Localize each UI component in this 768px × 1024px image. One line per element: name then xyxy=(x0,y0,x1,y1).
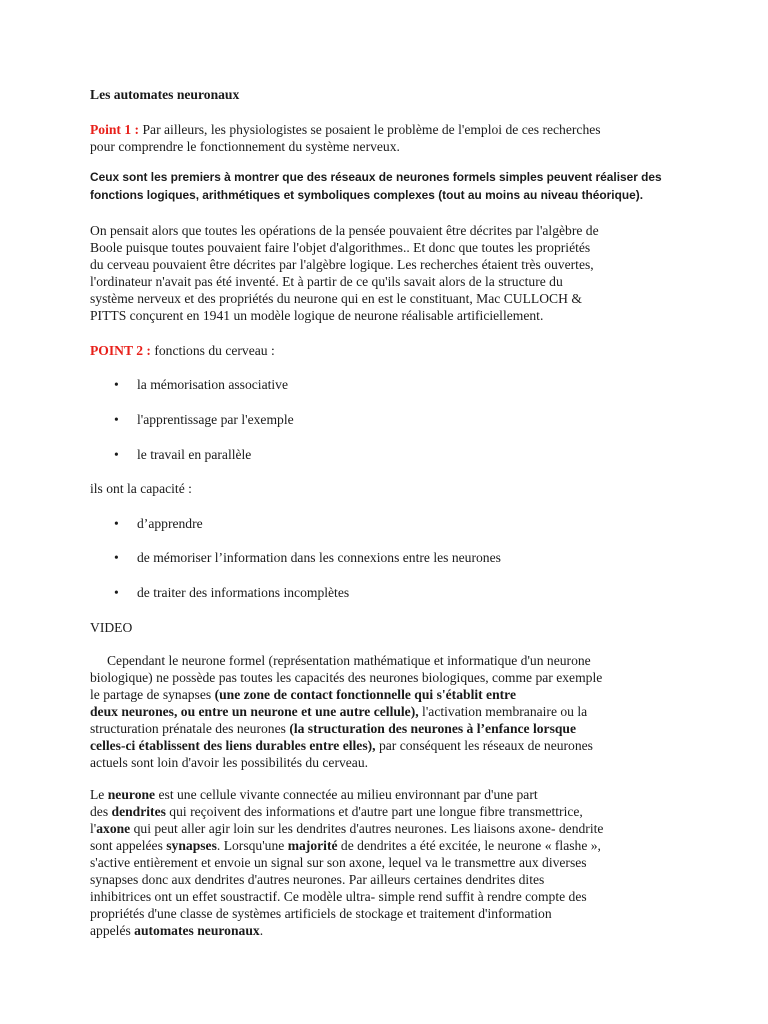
paragraph3-line-2: des dendrites qui reçoivent des informations et d'autre part une longue fibre transmettrice, xyxy=(90,804,583,819)
bullet-icon: • xyxy=(114,377,119,392)
bullet-icon: • xyxy=(114,412,119,427)
list-item: de mémoriser l’information dans les connexions entre les neurones xyxy=(137,550,501,565)
paragraph2-line-1: Cependant le neurone formel (représentation mathématique et informatique d'un neurone xyxy=(90,653,591,668)
bullet-icon: • xyxy=(114,516,119,531)
paragraph2-line-6: celles-ci établissent des liens durables entre elles), par conséquent les réseaux de neurones xyxy=(90,738,593,753)
point2-label: POINT 2 : xyxy=(90,343,151,358)
paragraph3-line-3: l'axone qui peut aller agir loin sur les dendrites d'autres neurones. Les liaisons axone- dendrite xyxy=(90,821,604,836)
paragraph3-line-1: Le neurone est une cellule vivante connectée au milieu environnant par d'une part xyxy=(90,787,538,802)
list-item: la mémorisation associative xyxy=(137,377,288,392)
list-item: d’apprendre xyxy=(137,516,203,531)
paragraph1-line-4: l'ordinateur n'avait pas été inventé. Et à partir de ce qu'ils savait alors de la structure du xyxy=(90,274,563,289)
paragraph1-line-5: système nerveux et des propriétés du neurone qui en est le constituant, Mac CULLOCH & xyxy=(90,291,582,306)
highlight-line-1: Ceux sont les premiers à montrer que des réseaux de neurones formels simples peuvent réaliser des xyxy=(90,170,662,184)
paragraph2-line-7: actuels sont loin d'avoir les possibilités du cerveau. xyxy=(90,755,369,770)
capacite-intro: ils ont la capacité : xyxy=(90,481,192,496)
paragraph3-line-8: propriétés d'une classe de systèmes artificiels de stockage et traitement d'information xyxy=(90,906,552,921)
paragraph1-line-2: Boole puisque toutes pouvaient faire l'objet d'algorithmes.. Et donc que toutes les propriétés xyxy=(90,240,591,255)
point1-line-1: Point 1 : Par ailleurs, les physiologistes se posaient le problème de l'emploi de ces recherches xyxy=(90,122,601,137)
point1-label: Point 1 : xyxy=(90,122,140,137)
bullet-icon: • xyxy=(114,447,119,462)
list-item: de traiter des informations incomplètes xyxy=(137,585,350,600)
highlight-line-2: fonctions logiques, arithmétiques et symboliques complexes (tout au moins au niveau théorique). xyxy=(90,188,644,202)
point1-line-2: pour comprendre le fonctionnement du système nerveux. xyxy=(90,139,400,154)
paragraph3-line-4: sont appelées synapses. Lorsqu'une majorité de dendrites a été excitée, le neurone « flashe », xyxy=(90,838,601,853)
list-item: l'apprentissage par l'exemple xyxy=(137,412,294,427)
paragraph3-line-6: synapses donc aux dendrites d'autres neurones. Par ailleurs certaines dendrites dites xyxy=(90,872,545,887)
bullet-icon: • xyxy=(114,585,119,600)
paragraph2-line-2: biologique) ne possède pas toutes les capacités des neurones biologiques, comme par exemple xyxy=(90,670,603,685)
paragraph2-line-3: le partage de synapses (une zone de contact fonctionnelle qui s'établit entre xyxy=(90,687,516,702)
document-page xyxy=(90,0,690,1024)
paragraph1-line-1: On pensait alors que toutes les opérations de la pensée pouvaient être décrites par l'algèbre de xyxy=(90,223,599,238)
bullet-icon: • xyxy=(114,550,119,565)
list-item: le travail en parallèle xyxy=(137,447,252,462)
video-label: VIDEO xyxy=(90,620,133,635)
paragraph1-line-6: PITTS conçurent en 1941 un modèle logique de neurone réalisable artificiellement. xyxy=(90,308,544,323)
paragraph3-line-7: inhibitrices ont un effet soustractif. Ce modèle ultra- simple rend suffit à rendre compte des xyxy=(90,889,587,904)
paragraph2-line-4: deux neurones, ou entre un neurone et une autre cellule), l'activation membranaire ou la xyxy=(90,704,588,719)
paragraph1-line-3: du cerveau pouvaient être décrites par l'algèbre logique. Les recherches étaient très ouvertes, xyxy=(90,257,594,272)
document-title: Les automates neuronaux xyxy=(90,87,240,102)
paragraph2-line-5: structuration prénatale des neurones (la structuration des neurones à l’enfance lorsque xyxy=(90,721,577,736)
paragraph3-line-9: appelés automates neuronaux. xyxy=(90,923,264,938)
point2-line: POINT 2 : fonctions du cerveau : xyxy=(90,343,275,358)
paragraph3-line-5: s'active entièrement et envoie un signal sur son axone, lequel va le transmettre aux diverses xyxy=(90,855,587,870)
